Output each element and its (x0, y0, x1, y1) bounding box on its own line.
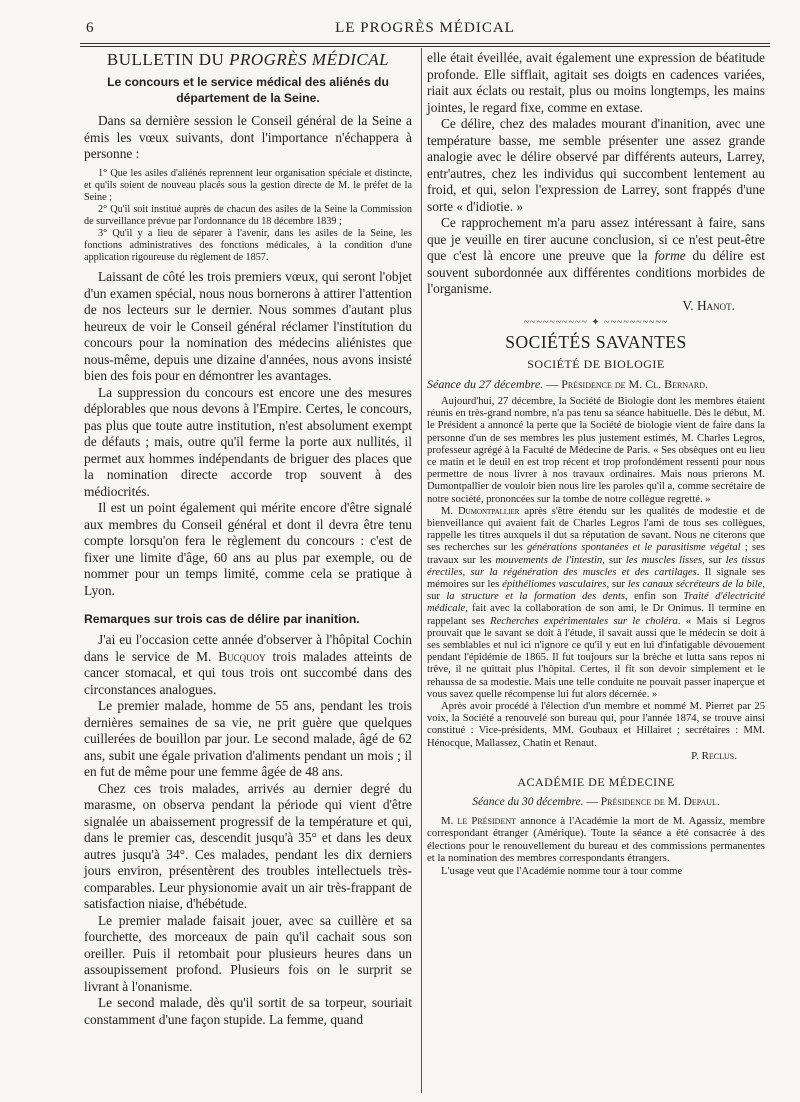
article1-paragraph: Dans sa dernière session le Conseil général de la Seine a émis les vœux suivants, dont l'importance n'échappera à personne : (84, 113, 412, 161)
resolution-item: 1° Que les asiles d'aliénés reprennent leur organisation spéciale et distincte, et qu'ils soient de nouveau placés sous la gestion directe de M. le préfet de la Seine ; (84, 167, 412, 203)
author-signature: P. Reclus. (691, 749, 737, 762)
article2-continuation: elle était éveillée, avait également une expression de béatitude profonde. Elle sifflait, agitait ses doigts en cadences variées, riait aux éclats ou restait, plus ou moins longtemps, les mains jointes, le regard fixe, comme en extase. (427, 50, 765, 115)
article1-paragraph: Il est un point également qui mérite encore d'être signalé aux membres du Conseil général et dont il devra être tenu compte lorsqu'on fera le règlement du concours : c'est de fixer une limite d'âge, 60 ans au plus par exemple, ou de nommer pour un temps limité, comme cela se pratique à Lyon. (84, 500, 412, 598)
page-number: 6 (86, 20, 94, 36)
article2-title: Remarques sur trois cas de délire par inanition. (84, 612, 360, 627)
article2-paragraph: J'ai eu l'occasion cette année d'observer à l'hôpital Cochin dans le service de M. Bucquoy trois malades atteints de cancer stomacal, et qui tous trois ont succombé dans des circonstances analogues. (84, 632, 412, 697)
article2-continuation: Ce délire, chez des malades mourant d'inanition, avec une température basse, me semble présenter une assez grande analogie avec le délire observé par différents auteurs, Larrey, entr'autres, chez les individus qui succombent lentement au froid, et qui, selon l'expression de Larrey, sont frappés d'une sorte « d'idiotie. » (427, 116, 765, 214)
journal-title: LE PROGRÈS MÉDICAL (335, 20, 515, 36)
biology-paragraph: Aujourd'hui, 27 décembre, la Société de Biologie dont les membres étaient réunis en très-grand nombre, n'a pas tenu sa séance habituelle. Dès le début, M. le Président a annoncé la perte que la Société de biologie vient de faire dans la personne d'un de ses membres les plus justement estimés, M. Charles Legros, professeur agrégé à la Faculté de Médecine de Paris. « Ses obsèques ont eu lieu ce matin et le deuil en est trop récent et trop profondément ressenti pour nous permettre de nous livrer à nos travaux ordinaires. Mais nous prierons M. Dumontpallier de vouloir bien nous lire les paroles qu'il a, comme secrétaire de notre société, prononcées sur la tombe de notre collègue regretté. » (427, 396, 765, 505)
right-column (427, 50, 765, 877)
article2-continuation: Ce rapprochement m'a paru assez intéressant à faire, sans que je veuille en tirer aucune conclusion, si ce n'est peut-être que c'est là encore une preuve que la forme du délire est souvent subordonnée aux différentes conditions morbides de l'organisme. (427, 215, 765, 296)
academy-paragraph: M. le Président annonce à l'Académie la mort de M. Agassiz, membre correspondant étranger (Amérique). Toute la séance a été consacrée à des élections pour le renouvellement du bureau et des commissions permanentes et la nomination des membres correspondants étrangers. (427, 814, 765, 865)
article1-title: Le concours et le service médical des aliénés du département de la Seine. (107, 75, 389, 105)
academy-heading: ACADÉMIE DE MÉDECINE (517, 774, 675, 789)
academy-paragraph: L'usage veut que l'Académie nomme tour à tour comme (441, 864, 683, 877)
bulletin-heading: BULLETIN DU PROGRÈS MÉDICAL (106, 50, 390, 69)
biology-paragraph: Après avoir procédé à l'élection d'un membre et nommé M. Pierret par 25 voix, la Société a renouvelé son bureau qui, pour l'année 1874, se trouve ainsi constitué : Vice-présidents, MM. Goubaux et Hillairet ; secrétaires : MM. Hénocque, Mallassez, Chatin et Renaut. (427, 701, 765, 749)
article2-paragraph: Le premier malade, homme de 55 ans, pendant les trois dernières semaines de sa vie, ne prit guère que quelques cuillerées de bouillon par jour. Le second malade, âgé de 62 ans, subit une égale privation d'aliments pendant un mois ; il en fut de même pour une femme âgée de 48 ans. (84, 698, 412, 780)
article2-paragraph: Le premier malade faisait jouer, avec sa cuillère et sa fourchette, des morceaux de pain qu'il cachait sous son oreiller. Puis il retombait pour plusieurs heures dans un assoupissement profond. Plusieurs fois on le surprit se livrant à l'onanisme. (84, 912, 412, 994)
biology-paragraph: M. Dumontpallier après s'être étendu sur les qualités de modestie et de bienveillance qui avaient fait de Charles Legros l'ami de tous ses collègues, rappelle les titres auxquels il dut sa réputation de savant. Nous ne citerons que ses recherches sur les générations spontanées et le parasitisme végétal ; ses travaux sur les mouvements de l'intestin, sur les muscles lisses, sur les tissus érectiles, sur la régénération des muscles et des cartilages. Il signale ses mémoires sur les épithéliomes vasculaires, sur les canaux sécréteurs de la bile, sur la structure et la formation des dents, enfin son Traité d'électricité médicale, fait avec la collaboration de son ami, le Dr Onimus. Il termine en rappelant ses Recherches expérimentales sur le choléra. « Mais si Legros prouvait que le savant se doit à l'étude, il savait aussi que le médecin se doit à ses semblables et nul ici n'ignore ce qu'il y eut en lui d'infatigable dévouement pendant l'épidémie de 1865. Il fut toujours sur la brèche et lutta sans repos ni trêve, il ne quittait plus l'hôpital. Certes, il fit son devoir simplement et le rehaussa de sa modestie. Mais une telle conduite ne pouvait passer inaperçue et vous savez quelle récompense lui fut alors décernée. » (427, 505, 766, 700)
societes-heading: SOCIÉTÉS SAVANTES (505, 332, 687, 352)
author-signature: V. Hanot. (682, 297, 735, 313)
article2-paragraph: Chez ces trois malades, arrivés au dernier degré du marasme, on observa pendant la période qui vient d'être signalée un abaissement progressif de la température et qui, dans le premier cas, descendit jusqu'à 35° et dans les deux autres jusqu'à 34°. Ces malades, pendant les dix derniers jours environ, présentèrent des troubles intellectuels très-comparables. Leur physionomie avait un air très-frappant de satisfaction niaise, d'hébétude. (84, 780, 412, 912)
page-header (80, 20, 770, 42)
resolution-item: 3° Qu'il y a lieu de séparer à l'avenir, dans les asiles de la Seine, les fonctions administratives des fonctions médicales, à la condition d'une application rigoureuse du règlement de 1857. (84, 227, 412, 264)
session-line: Séance du 30 décembre. — Présidence de M. Depaul. (472, 796, 720, 809)
section-ornament: ~~~~~~~~~~ ✦ ~~~~~~~~~~ (523, 317, 669, 328)
left-column (84, 50, 412, 1028)
biology-society-heading: SOCIÉTÉ DE BIOLOGIE (527, 357, 665, 371)
header-rule-bottom (80, 46, 770, 47)
session-line: Séance du 27 décembre. — Présidence de M. Cl. Bernard. (427, 376, 708, 391)
header-rule-top (80, 43, 770, 44)
article2-paragraph: Le second malade, dès qu'il sortit de sa torpeur, souriait constamment d'une façon stupide. La femme, quand (84, 995, 412, 1027)
column-divider (421, 48, 422, 1093)
article1-paragraph: Laissant de côté les trois premiers vœux, qui seront l'objet d'un examen spécial, nous nous bornerons à attirer l'attention de nos lecteurs sur le dernier. Nous sommes d'autant plus heureux de voir le Conseil général réclamer l'institution du concours pour la nomination des médecins aliénistes que nous-même, depuis une dizaine d'années, nous avons insisté bien des fois pour en démontrer les avantages. (84, 269, 412, 384)
resolution-item: 2° Qu'il soit institué auprès de chacun des asiles de la Seine la Commission de surveillance prévue par l'ordonnance du 18 décembre 1839 ; (84, 203, 412, 227)
article1-paragraph: La suppression du concours est encore une des mesures déplorables que nous devons à l'Empire. Certes, le concours, pas plus que toute autre institution, n'est absolument exempt de défauts ; mais, outre qu'il ferme la porte aux nullités, il permet aux hommes indépendants de briguer des places que la nomination directe accorde trop souvent à des médiocrités. (84, 384, 412, 499)
